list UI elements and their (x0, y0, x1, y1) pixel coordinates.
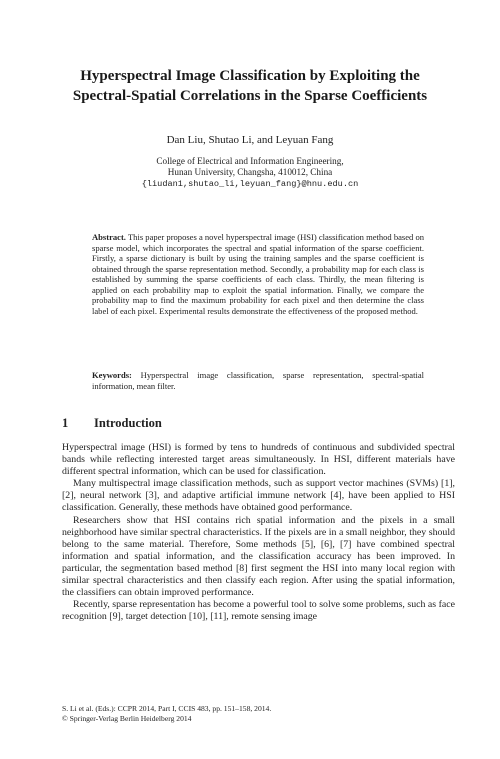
citation-line: S. Li et al. (Eds.): CCPR 2014, Part I, CCIS 483, pp. 151–158, 2014. (62, 704, 272, 713)
section-heading (62, 416, 162, 431)
title-line-1: Hyperspectral Image Classification by Exploiting the (80, 68, 420, 84)
paragraph: Researchers show that HSI contains rich spatial information and the pixels in a small neighborhood have similar spectral characteristics. If the pixels are in a small neighbor, they should belong to the same material. Therefore, Some methods [5], [6], [7] have combined spectral information and spatial information, and the classification accuracy has been improved. In particular, the segmentation based method [8] first segment the HSI into many local region with similar spectral characteristics and then classify each region. After using the spatial information, the classifiers can obtain improved performance. (62, 514, 455, 599)
keywords-text: Hyperspectral image classification, sparse representation, spectral-spatial information, mean filter. (92, 370, 425, 391)
affiliation-line-1: College of Electrical and Information Engineering, (156, 156, 344, 166)
title-line-2: Spectral-Spatial Correlations in the Sparse Coefficients (72, 88, 428, 104)
abstract (92, 232, 424, 316)
paper-title (40, 66, 460, 106)
affiliation-line-2: Hunan University, Changsha, 410012, China (167, 167, 333, 178)
affiliation (40, 156, 460, 190)
paragraph: Hyperspectral image (HSI) is formed by tens to hundreds of continuous and subdivided spectral bands while reflecting interested target areas simultaneously. In HSI, different materials have different spectral information, which can be used for classification. (62, 442, 455, 478)
section-number: 1 (62, 416, 69, 430)
page-footer (62, 704, 271, 723)
abstract-label: Abstract. (92, 232, 126, 242)
author-list: Dan Liu, Shutao Li, and Leyuan Fang (166, 134, 334, 146)
paragraph: Many multispectral image classification methods, such as support vector machines (SVMs) [1], [2], neural network [3], and adaptive artificial immune network [4], have been applied to HSI classification. Generally, these methods have obtained good performance. (62, 478, 455, 514)
keywords (92, 370, 424, 391)
section-title: Introduction (94, 416, 162, 430)
abstract-text: This paper proposes a novel hyperspectral image (HSI) classification method based on sparse model, which incorporates the spectral and spatial information of the sparse coefficient. Firstly, a sparse dictionary is built by using the training samples and the sparse coefficient is obtained through the sparse representation method. Secondly, a probability map for each class is established by summing the sparse coefficients of each class. Thirdly, the mean filtering is applied on each probability map to exploit the spatial information. Finally, we compare the probability map to find the maximum probability for each pixel and then determine the class label of each pixel. Experimental results demonstrate the effectiveness of the proposed method. (92, 232, 425, 316)
copyright-line: © Springer-Verlag Berlin Heidelberg 2014 (62, 713, 192, 723)
body-text (62, 442, 455, 623)
author-emails: {liudan1,shutao_li,leyuan_fang}@hnu.edu.cn (141, 178, 359, 189)
paragraph: Recently, sparse representation has become a powerful tool to solve some problems, such as face recognition [9], target detection [10], [11], remote sensing image (62, 599, 455, 623)
keywords-label: Keywords: (92, 370, 132, 380)
